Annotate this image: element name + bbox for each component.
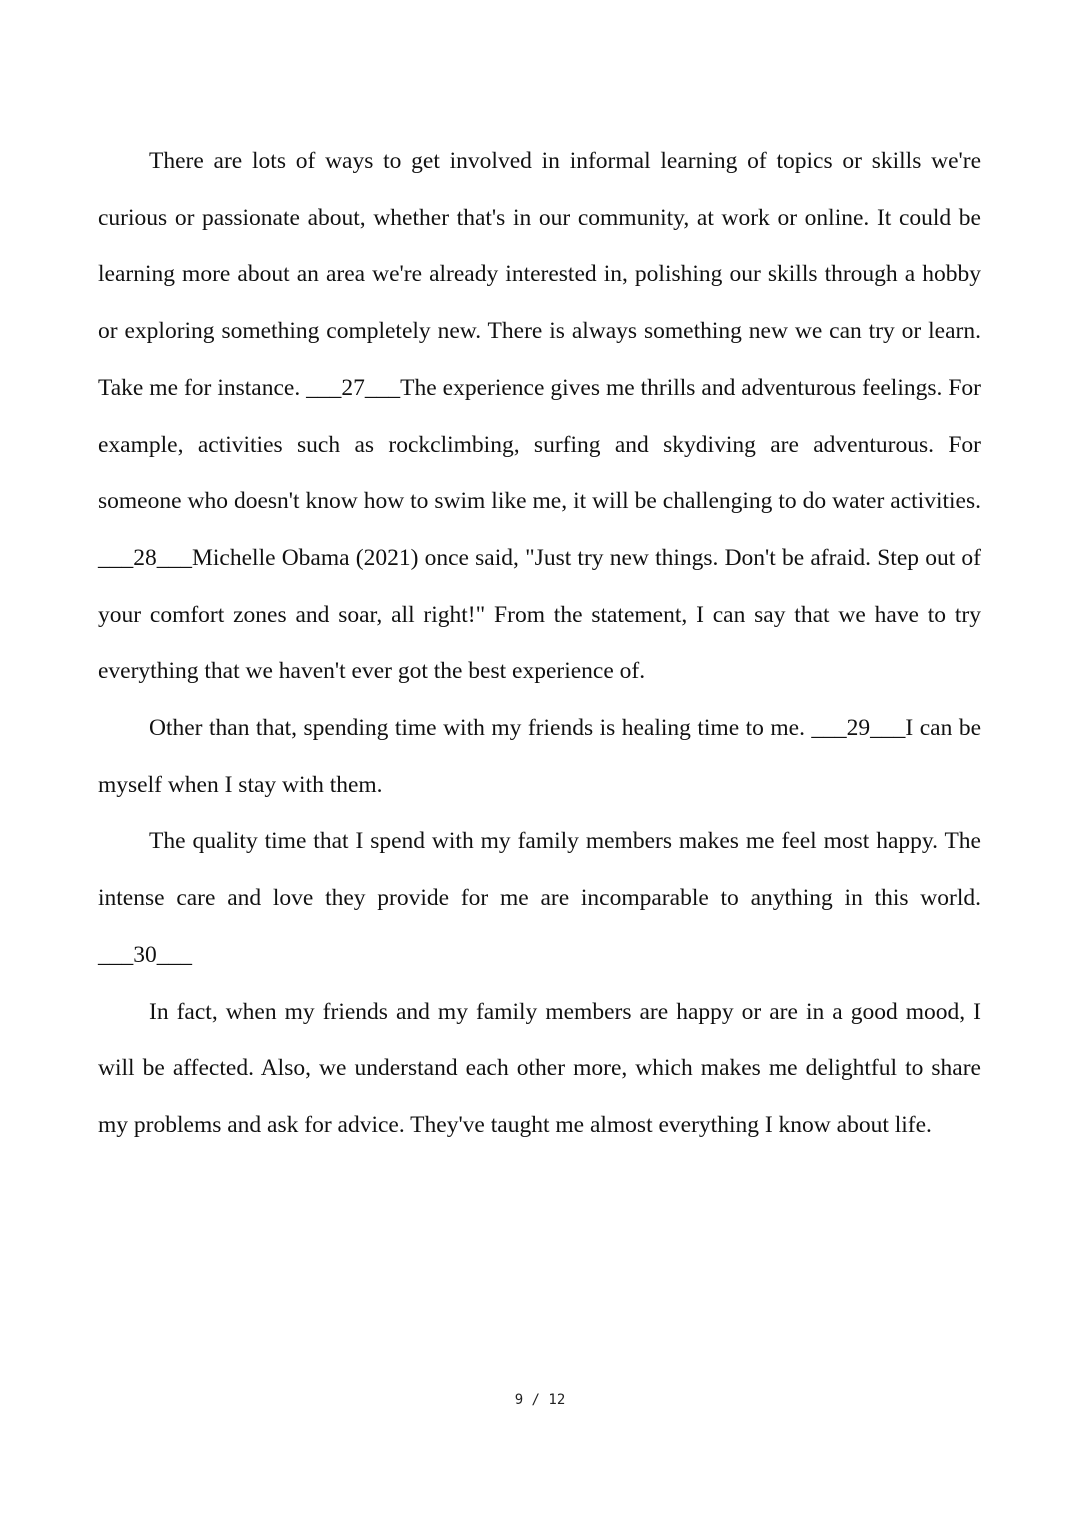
document-body	[98, 133, 981, 1154]
paragraph-friends: Other than that, spending time with my friends is healing time to me. ___29___I can be myself when I stay with them.	[98, 715, 981, 798]
paragraph-family: The quality time that I spend with my family members makes me feel most happy. The intense care and love they provide for me are incomparable to anything in this world. ___30___	[98, 828, 981, 968]
page-number: 9 / 12	[514, 1392, 566, 1408]
paragraph-informal-learning: There are lots of ways to get involved in informal learning of topics or skills we're curious or passionate about, whether that's in our community, at work or online. It could be learning more about an area we're already interested in, polishing our skills through a hobby or exploring something completely new. There is always something new we can try or learn. Take me for instance. ___27___The experience gives me thrills and adventurous feelings. For example, activities such as rockclimbing, surfing and skydiving are adventurous. For someone who doesn't know how to swim like me, it will be challenging to do water activities. ___28___Michelle Obama (2021) once said, "Just try new things. Don't be afraid. Step out of your comfort zones and soar, all right!" From the statement, I can say that we have to try everything that we haven't ever got the best experience of.	[98, 148, 981, 685]
paragraph-conclusion: In fact, when my friends and my family members are happy or are in a good mood, I will be affected. Also, we understand each other more, which makes me delightful to share my problems and ask for advice. They've taught me almost everything I know about life.	[98, 998, 981, 1138]
